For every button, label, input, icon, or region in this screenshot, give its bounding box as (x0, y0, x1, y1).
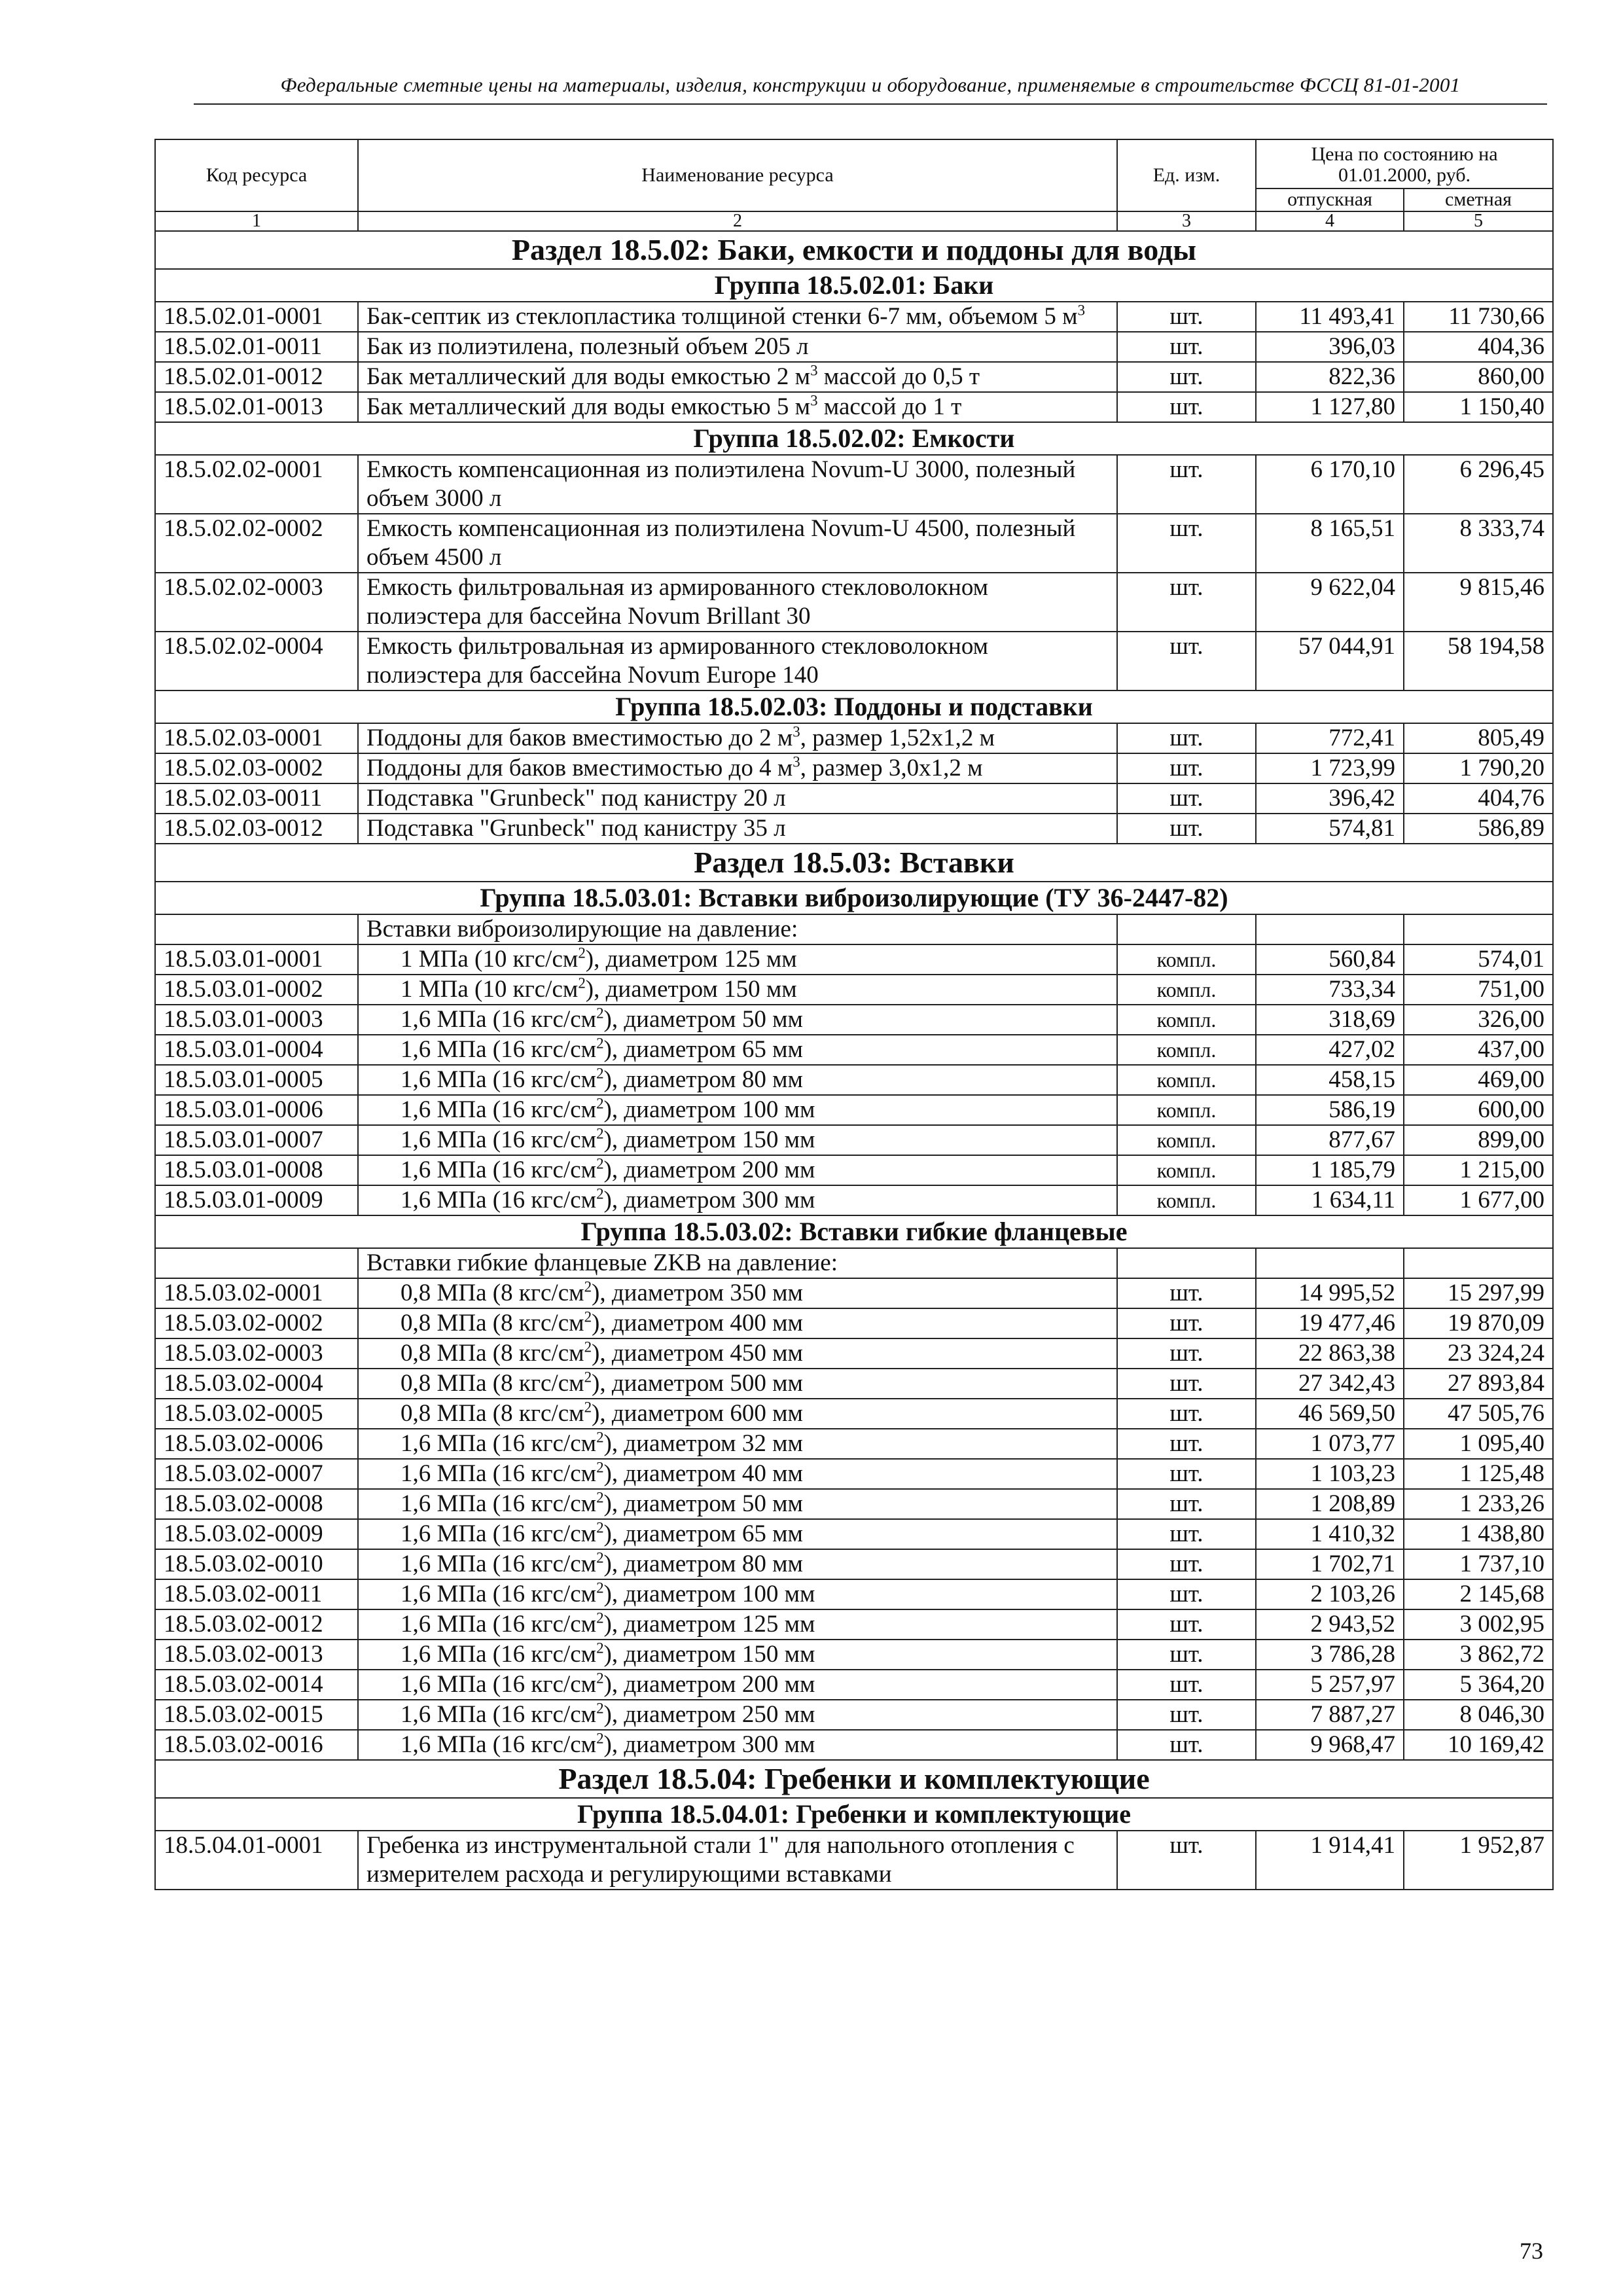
release-price: 733,34 (1256, 975, 1404, 1005)
resource-code: 18.5.03.01-0006 (155, 1095, 358, 1125)
table-row (155, 975, 1553, 1005)
group-heading-row (155, 882, 1553, 914)
table-row (155, 1278, 1553, 1308)
resource-name: 0,8 МПа (8 кгс/$см^2$), диаметром 350 мм (358, 1278, 1117, 1308)
resource-code: 18.5.03.02-0016 (155, 1730, 358, 1760)
table-row (155, 392, 1553, 422)
page-number: 73 (1520, 2238, 1543, 2264)
unit-of-measure: шт. (1117, 723, 1256, 753)
table-row (155, 1831, 1553, 1890)
unit-of-measure: шт. (1117, 632, 1256, 691)
group-heading: Группа 18.5.02.03: Поддоны и подставки (155, 691, 1553, 723)
subheader-empty-cell (1404, 1248, 1553, 1278)
table-row (155, 1519, 1553, 1549)
release-price: 1 103,23 (1256, 1459, 1404, 1489)
price-table (154, 139, 1554, 1890)
release-price: 822,36 (1256, 362, 1404, 392)
resource-code: 18.5.03.01-0001 (155, 944, 358, 975)
table-row (155, 1700, 1553, 1730)
resource-name: Подставка "Grunbeck" под канистру 35 л (358, 814, 1117, 844)
resource-code: 18.5.03.02-0002 (155, 1308, 358, 1338)
resource-code: 18.5.02.02-0002 (155, 514, 358, 573)
table-row (155, 1369, 1553, 1399)
unit-of-measure: компл. (1117, 975, 1256, 1005)
unit-of-measure: шт. (1117, 1730, 1256, 1760)
resource-code: 18.5.03.02-0001 (155, 1278, 358, 1308)
unit-of-measure: шт. (1117, 1831, 1256, 1890)
resource-name: 1,6 МПа (16 кгс/$см^2$), диаметром 50 мм (358, 1005, 1117, 1035)
resource-name: 1,6 МПа (16 кгс/$см^2$), диаметром 100 мм (358, 1579, 1117, 1609)
release-price: 19 477,46 (1256, 1308, 1404, 1338)
header-price: Цена по состоянию на 01.01.2000, руб. (1256, 139, 1553, 188)
resource-code: 18.5.03.02-0012 (155, 1609, 358, 1640)
section-heading: Раздел 18.5.04: Гребенки и комплектующие (155, 1760, 1553, 1798)
resource-name: 0,8 МПа (8 кгс/$см^2$), диаметром 450 мм (358, 1338, 1117, 1369)
resource-name: Бак-септик из стеклопластика толщиной стенки 6-7 мм, объемом 5 $м^3$ (358, 302, 1117, 332)
header-unit: Ед. изм. (1117, 139, 1256, 211)
header-price-release: отпускная (1256, 188, 1404, 211)
table-row (155, 783, 1553, 814)
estimate-price: 9 815,46 (1404, 573, 1553, 632)
release-price: 11 493,41 (1256, 302, 1404, 332)
release-price: 1 914,41 (1256, 1831, 1404, 1890)
estimate-price: 1 233,26 (1404, 1489, 1553, 1519)
unit-of-measure: компл. (1117, 1095, 1256, 1125)
estimate-price: 1 677,00 (1404, 1185, 1553, 1215)
resource-name: Емкость фильтровальная из армированного стекловолокном полиэстера для бассейна Novum Europe 140 (358, 632, 1117, 691)
header-rule (194, 103, 1547, 105)
unit-of-measure: шт. (1117, 814, 1256, 844)
estimate-price: 10 169,42 (1404, 1730, 1553, 1760)
resource-name: 0,8 МПа (8 кгс/$см^2$), диаметром 400 мм (358, 1308, 1117, 1338)
resource-code: 18.5.02.02-0003 (155, 573, 358, 632)
release-price: 560,84 (1256, 944, 1404, 975)
group-heading-row (155, 691, 1553, 723)
col-number: 4 (1256, 211, 1404, 231)
table-row (155, 753, 1553, 783)
estimate-price: 751,00 (1404, 975, 1553, 1005)
table-row (155, 1549, 1553, 1579)
release-price: 458,15 (1256, 1065, 1404, 1095)
resource-name: 1 МПа (10 кгс/$см^2$), диаметром 125 мм (358, 944, 1117, 975)
estimate-price: 23 324,24 (1404, 1338, 1553, 1369)
resource-code: 18.5.03.02-0008 (155, 1489, 358, 1519)
release-price: 7 887,27 (1256, 1700, 1404, 1730)
resource-name: Емкость компенсационная из полиэтилена Novum-U 4500, полезный объем 4500 л (358, 514, 1117, 573)
table-row (155, 573, 1553, 632)
estimate-price: 899,00 (1404, 1125, 1553, 1155)
table-row (155, 723, 1553, 753)
resource-code: 18.5.02.02-0001 (155, 455, 358, 514)
subheader-text: Вставки виброизолирующие на давление: (358, 914, 1117, 944)
release-price: 772,41 (1256, 723, 1404, 753)
resource-code: 18.5.02.01-0013 (155, 392, 358, 422)
estimate-price: 326,00 (1404, 1005, 1553, 1035)
release-price: 57 044,91 (1256, 632, 1404, 691)
resource-code: 18.5.03.01-0005 (155, 1065, 358, 1095)
estimate-price: 8 046,30 (1404, 1700, 1553, 1730)
estimate-price: 47 505,76 (1404, 1399, 1553, 1429)
unit-of-measure: компл. (1117, 1005, 1256, 1035)
release-price: 2 103,26 (1256, 1579, 1404, 1609)
header-name: Наименование ресурса (358, 139, 1117, 211)
release-price: 396,42 (1256, 783, 1404, 814)
section-heading-row (155, 844, 1553, 882)
release-price: 396,03 (1256, 332, 1404, 362)
estimate-price: 805,49 (1404, 723, 1553, 753)
resource-name: Бак из полиэтилена, полезный объем 205 л (358, 332, 1117, 362)
unit-of-measure: шт. (1117, 1670, 1256, 1700)
resource-name: 1,6 МПа (16 кгс/$см^2$), диаметром 300 мм (358, 1730, 1117, 1760)
table-row (155, 455, 1553, 514)
col-number: 5 (1404, 211, 1553, 231)
unit-of-measure: шт. (1117, 753, 1256, 783)
release-price: 1 185,79 (1256, 1155, 1404, 1185)
table-row (155, 632, 1553, 691)
resource-name: 0,8 МПа (8 кгс/$см^2$), диаметром 500 мм (358, 1369, 1117, 1399)
resource-code: 18.5.02.03-0011 (155, 783, 358, 814)
table-row (155, 1338, 1553, 1369)
resource-code: 18.5.03.02-0015 (155, 1700, 358, 1730)
unit-of-measure: шт. (1117, 573, 1256, 632)
resource-code: 18.5.02.03-0002 (155, 753, 358, 783)
group-heading: Группа 18.5.03.01: Вставки виброизолирующие (ТУ 36-2447-82) (155, 882, 1553, 914)
group-heading-row (155, 1215, 1553, 1248)
group-heading: Группа 18.5.02.01: Баки (155, 269, 1553, 302)
table-row (155, 1399, 1553, 1429)
unit-of-measure: шт. (1117, 1549, 1256, 1579)
estimate-price: 574,01 (1404, 944, 1553, 975)
table-row (155, 1579, 1553, 1609)
resource-name: Поддоны для баков вместимостью до 2 $м^3$, размер 1,52х1,2 м (358, 723, 1117, 753)
resource-name: Бак металлический для воды емкостью 5 $м^3$ массой до 1 т (358, 392, 1117, 422)
column-number-row (155, 211, 1553, 231)
unit-of-measure: компл. (1117, 1185, 1256, 1215)
resource-code: 18.5.02.03-0001 (155, 723, 358, 753)
subheader-empty-cell (1256, 1248, 1404, 1278)
resource-code: 18.5.03.02-0003 (155, 1338, 358, 1369)
release-price: 586,19 (1256, 1095, 1404, 1125)
estimate-price: 8 333,74 (1404, 514, 1553, 573)
estimate-price: 27 893,84 (1404, 1369, 1553, 1399)
resource-code: 18.5.04.01-0001 (155, 1831, 358, 1890)
resource-code: 18.5.02.02-0004 (155, 632, 358, 691)
resource-code: 18.5.02.01-0011 (155, 332, 358, 362)
release-price: 9 968,47 (1256, 1730, 1404, 1760)
estimate-price: 404,36 (1404, 332, 1553, 362)
subheader-empty-cell (1117, 914, 1256, 944)
estimate-price: 58 194,58 (1404, 632, 1553, 691)
estimate-price: 1 125,48 (1404, 1459, 1553, 1489)
resource-name: 1,6 МПа (16 кгс/$см^2$), диаметром 32 мм (358, 1429, 1117, 1459)
table-row (155, 1155, 1553, 1185)
release-price: 1 634,11 (1256, 1185, 1404, 1215)
resource-name: 1,6 МПа (16 кгс/$см^2$), диаметром 200 мм (358, 1155, 1117, 1185)
resource-code: 18.5.02.01-0001 (155, 302, 358, 332)
group-heading-row (155, 269, 1553, 302)
subheader-row (155, 1248, 1553, 1278)
release-price: 1 208,89 (1256, 1489, 1404, 1519)
resource-name: 1,6 МПа (16 кгс/$см^2$), диаметром 150 мм (358, 1125, 1117, 1155)
unit-of-measure: шт. (1117, 1519, 1256, 1549)
unit-of-measure: шт. (1117, 1459, 1256, 1489)
resource-name: 1 МПа (10 кгс/$см^2$), диаметром 150 мм (358, 975, 1117, 1005)
estimate-price: 1 095,40 (1404, 1429, 1553, 1459)
resource-name: 1,6 МПа (16 кгс/$см^2$), диаметром 65 мм (358, 1519, 1117, 1549)
release-price: 1 073,77 (1256, 1429, 1404, 1459)
subheader-empty-cell (1117, 1248, 1256, 1278)
estimate-price: 404,76 (1404, 783, 1553, 814)
resource-name: Бак металлический для воды емкостью 2 $м^3$ массой до 0,5 т (358, 362, 1117, 392)
estimate-price: 437,00 (1404, 1035, 1553, 1065)
table-row (155, 1609, 1553, 1640)
group-heading: Группа 18.5.02.02: Емкости (155, 422, 1553, 455)
resource-code: 18.5.03.02-0013 (155, 1640, 358, 1670)
table-row (155, 1095, 1553, 1125)
subheader-empty-cell (1404, 914, 1553, 944)
release-price: 877,67 (1256, 1125, 1404, 1155)
unit-of-measure: шт. (1117, 1579, 1256, 1609)
unit-of-measure: шт. (1117, 1399, 1256, 1429)
group-heading-row (155, 422, 1553, 455)
resource-name: 1,6 МПа (16 кгс/$см^2$), диаметром 250 мм (358, 1700, 1117, 1730)
unit-of-measure: шт. (1117, 1338, 1256, 1369)
section-heading: Раздел 18.5.03: Вставки (155, 844, 1553, 882)
estimate-price: 1 150,40 (1404, 392, 1553, 422)
col-number: 1 (155, 211, 358, 231)
release-price: 1 723,99 (1256, 753, 1404, 783)
subheader-text: Вставки гибкие фланцевые ZKB на давление: (358, 1248, 1117, 1278)
table-row (155, 1640, 1553, 1670)
resource-name: 1,6 МПа (16 кгс/$см^2$), диаметром 100 мм (358, 1095, 1117, 1125)
header-code: Код ресурса (155, 139, 358, 211)
group-heading: Группа 18.5.04.01: Гребенки и комплектующие (155, 1798, 1553, 1831)
estimate-price: 15 297,99 (1404, 1278, 1553, 1308)
resource-name: 1,6 МПа (16 кгс/$см^2$), диаметром 80 мм (358, 1549, 1117, 1579)
resource-name: 1,6 МПа (16 кгс/$см^2$), диаметром 40 мм (358, 1459, 1117, 1489)
table-row (155, 1035, 1553, 1065)
estimate-price: 3 002,95 (1404, 1609, 1553, 1640)
unit-of-measure: шт. (1117, 1489, 1256, 1519)
table-row (155, 1489, 1553, 1519)
resource-name: Емкость фильтровальная из армированного стекловолокном полиэстера для бассейна Novum Brillant 30 (358, 573, 1117, 632)
header-price-estimate: сметная (1404, 188, 1553, 211)
release-price: 2 943,52 (1256, 1609, 1404, 1640)
estimate-price: 469,00 (1404, 1065, 1553, 1095)
table-row (155, 944, 1553, 975)
table-row (155, 1005, 1553, 1035)
estimate-price: 11 730,66 (1404, 302, 1553, 332)
table-row (155, 1429, 1553, 1459)
unit-of-measure: шт. (1117, 1429, 1256, 1459)
table-row (155, 1185, 1553, 1215)
subheader-empty-cell (1256, 914, 1404, 944)
release-price: 427,02 (1256, 1035, 1404, 1065)
release-price: 318,69 (1256, 1005, 1404, 1035)
resource-code: 18.5.03.01-0003 (155, 1005, 358, 1035)
resource-name: Поддоны для баков вместимостью до 4 $м^3$, размер 3,0х1,2 м (358, 753, 1117, 783)
resource-code: 18.5.02.01-0012 (155, 362, 358, 392)
unit-of-measure: шт. (1117, 1369, 1256, 1399)
estimate-price: 1 790,20 (1404, 753, 1553, 783)
resource-code: 18.5.03.02-0010 (155, 1549, 358, 1579)
release-price: 8 165,51 (1256, 514, 1404, 573)
release-price: 1 410,32 (1256, 1519, 1404, 1549)
release-price: 5 257,97 (1256, 1670, 1404, 1700)
subheader-code-cell (155, 1248, 358, 1278)
table-row (155, 1065, 1553, 1095)
estimate-price: 5 364,20 (1404, 1670, 1553, 1700)
resource-code: 18.5.03.01-0004 (155, 1035, 358, 1065)
resource-name: 1,6 МПа (16 кгс/$см^2$), диаметром 50 мм (358, 1489, 1117, 1519)
resource-code: 18.5.02.03-0012 (155, 814, 358, 844)
release-price: 574,81 (1256, 814, 1404, 844)
resource-name: Гребенка из инструментальной стали 1" для напольного отопления с измерителем расхода и регулирующими вставками (358, 1831, 1117, 1890)
table-row (155, 1670, 1553, 1700)
col-number: 3 (1117, 211, 1256, 231)
resource-name: Подставка "Grunbeck" под канистру 20 л (358, 783, 1117, 814)
table-row (155, 1730, 1553, 1760)
estimate-price: 1 438,80 (1404, 1519, 1553, 1549)
release-price: 22 863,38 (1256, 1338, 1404, 1369)
table-row (155, 1308, 1553, 1338)
unit-of-measure: компл. (1117, 1125, 1256, 1155)
subheader-code-cell (155, 914, 358, 944)
resource-code: 18.5.03.02-0005 (155, 1399, 358, 1429)
unit-of-measure: шт. (1117, 392, 1256, 422)
unit-of-measure: компл. (1117, 1155, 1256, 1185)
col-number: 2 (358, 211, 1117, 231)
unit-of-measure: компл. (1117, 1065, 1256, 1095)
unit-of-measure: шт. (1117, 1278, 1256, 1308)
unit-of-measure: шт. (1117, 1700, 1256, 1730)
estimate-price: 3 862,72 (1404, 1640, 1553, 1670)
unit-of-measure: шт. (1117, 1640, 1256, 1670)
release-price: 1 127,80 (1256, 392, 1404, 422)
release-price: 6 170,10 (1256, 455, 1404, 514)
group-heading-row (155, 1798, 1553, 1831)
subheader-row (155, 914, 1553, 944)
resource-code: 18.5.03.01-0007 (155, 1125, 358, 1155)
table-row (155, 1125, 1553, 1155)
estimate-price: 1 215,00 (1404, 1155, 1553, 1185)
estimate-price: 1 737,10 (1404, 1549, 1553, 1579)
resource-code: 18.5.03.01-0002 (155, 975, 358, 1005)
resource-name: 1,6 МПа (16 кгс/$см^2$), диаметром 300 мм (358, 1185, 1117, 1215)
resource-name: 1,6 МПа (16 кгс/$см^2$), диаметром 80 мм (358, 1065, 1117, 1095)
unit-of-measure: шт. (1117, 302, 1256, 332)
resource-code: 18.5.03.02-0014 (155, 1670, 358, 1700)
resource-name: 0,8 МПа (8 кгс/$см^2$), диаметром 600 мм (358, 1399, 1117, 1429)
unit-of-measure: шт. (1117, 1609, 1256, 1640)
resource-code: 18.5.03.02-0011 (155, 1579, 358, 1609)
table-row (155, 514, 1553, 573)
resource-name: Емкость компенсационная из полиэтилена Novum-U 3000, полезный объем 3000 л (358, 455, 1117, 514)
table-row (155, 362, 1553, 392)
release-price: 1 702,71 (1256, 1549, 1404, 1579)
release-price: 46 569,50 (1256, 1399, 1404, 1429)
unit-of-measure: шт. (1117, 783, 1256, 814)
section-heading: Раздел 18.5.02: Баки, емкости и поддоны для воды (155, 231, 1553, 269)
resource-code: 18.5.03.01-0009 (155, 1185, 358, 1215)
unit-of-measure: шт. (1117, 1308, 1256, 1338)
estimate-price: 1 952,87 (1404, 1831, 1553, 1890)
release-price: 9 622,04 (1256, 573, 1404, 632)
table-header-row (155, 139, 1553, 188)
resource-code: 18.5.03.02-0006 (155, 1429, 358, 1459)
resource-code: 18.5.03.02-0007 (155, 1459, 358, 1489)
release-price: 14 995,52 (1256, 1278, 1404, 1308)
table-row (155, 332, 1553, 362)
running-header: Федеральные сметные цены на материалы, изделия, конструкции и оборудование, применяемые в строительстве ФССЦ 81-01-2001 (280, 73, 1461, 96)
resource-code: 18.5.03.01-0008 (155, 1155, 358, 1185)
unit-of-measure: шт. (1117, 514, 1256, 573)
section-heading-row (155, 1760, 1553, 1798)
resource-name: 1,6 МПа (16 кгс/$см^2$), диаметром 150 мм (358, 1640, 1117, 1670)
section-heading-row (155, 231, 1553, 269)
group-heading: Группа 18.5.03.02: Вставки гибкие фланцевые (155, 1215, 1553, 1248)
unit-of-measure: шт. (1117, 455, 1256, 514)
resource-code: 18.5.03.02-0004 (155, 1369, 358, 1399)
release-price: 3 786,28 (1256, 1640, 1404, 1670)
table-row (155, 302, 1553, 332)
table-row (155, 1459, 1553, 1489)
unit-of-measure: компл. (1117, 944, 1256, 975)
resource-name: 1,6 МПа (16 кгс/$см^2$), диаметром 200 мм (358, 1670, 1117, 1700)
estimate-price: 19 870,09 (1404, 1308, 1553, 1338)
estimate-price: 6 296,45 (1404, 455, 1553, 514)
unit-of-measure: компл. (1117, 1035, 1256, 1065)
table-row (155, 814, 1553, 844)
unit-of-measure: шт. (1117, 332, 1256, 362)
estimate-price: 860,00 (1404, 362, 1553, 392)
unit-of-measure: шт. (1117, 362, 1256, 392)
resource-name: 1,6 МПа (16 кгс/$см^2$), диаметром 125 мм (358, 1609, 1117, 1640)
estimate-price: 2 145,68 (1404, 1579, 1553, 1609)
resource-code: 18.5.03.02-0009 (155, 1519, 358, 1549)
estimate-price: 586,89 (1404, 814, 1553, 844)
release-price: 27 342,43 (1256, 1369, 1404, 1399)
resource-name: 1,6 МПа (16 кгс/$см^2$), диаметром 65 мм (358, 1035, 1117, 1065)
estimate-price: 600,00 (1404, 1095, 1553, 1125)
